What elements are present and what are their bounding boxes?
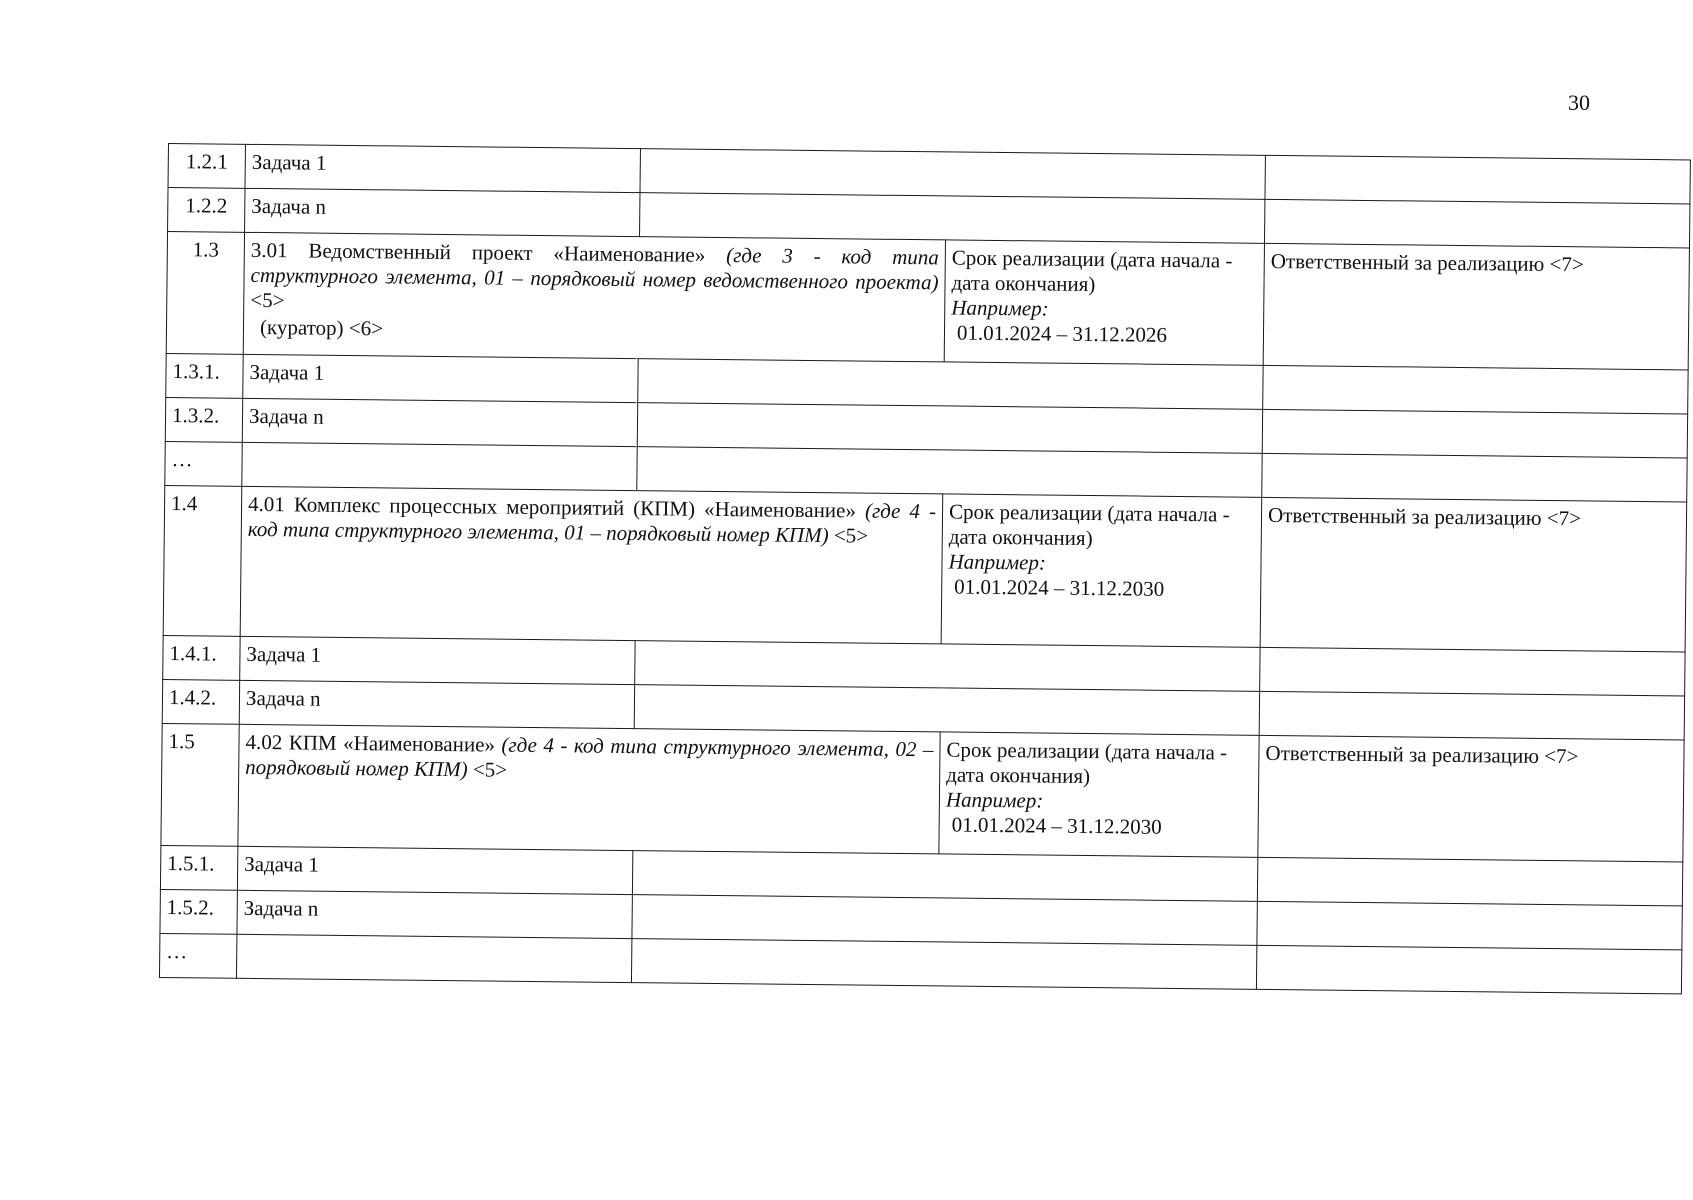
structure-elements-table [159,143,1691,994]
term-dates: 01.01.2024 – 31.12.2030 [954,574,1165,601]
section-title-note: (где 4 - код типа структурного элемента, 01 – порядковый номер КПМ) [247,498,937,548]
empty-cell [632,895,1257,946]
section-title-text: 4.01 Комплекс процессных мероприятий (КПМ) «Наименование» [247,491,857,523]
empty-cell [236,934,631,982]
empty-cell [1257,857,1682,906]
row-number: … [165,441,242,486]
task-name: Задача 1 [240,636,635,684]
empty-cell [632,851,1257,902]
row-number: 1.5.1. [160,845,237,890]
row-number: 1.5 [161,723,239,846]
curator-label: (куратор) <6> [259,315,384,341]
section-title [240,486,943,644]
section-row [161,723,1684,861]
empty-cell [640,149,1265,200]
term-cell [939,732,1259,857]
empty-cell [1262,453,1687,502]
row-number: 1.5.2. [160,889,237,934]
empty-cell [1263,365,1688,414]
row-number: … [159,933,236,978]
structure-table-sheet [159,143,1690,994]
term-example: Например: [945,787,1044,813]
section-title-note: (где 4 - код типа структурного элемента, 02 – порядковый номер КПМ) [245,732,934,782]
empty-cell [637,403,1262,454]
empty-cell [242,442,637,490]
footnote-ref: <5> [472,757,508,782]
section-title-text: 3.01 Ведомственный проект «Наименование» [250,237,706,267]
empty-cell [1259,691,1684,740]
term-dates: 01.01.2024 – 31.12.2026 [956,320,1168,347]
term-dates: 01.01.2024 – 31.12.2030 [951,812,1162,839]
row-number: 1.4.2. [162,679,239,724]
task-name: Задача n [237,890,632,938]
responsible-cell: Ответственный за реализацию <7> [1263,243,1689,370]
term-cell [944,240,1264,365]
term-label: Срок реализации (дата начала - дата окончания) [946,737,1228,789]
section-row [166,232,1689,370]
empty-cell [1262,409,1687,458]
section-title [243,232,945,362]
row-number: 1.3 [166,232,244,355]
responsible-cell: Ответственный за реализацию <7> [1260,497,1687,652]
task-name: Задача n [239,680,634,728]
row-number: 1.2.1 [168,144,245,189]
empty-cell [1257,901,1682,950]
empty-cell [638,359,1263,410]
task-name: Задача 1 [243,354,638,402]
row-number: 1.4.1. [163,635,240,680]
empty-cell [634,685,1259,736]
term-cell [941,494,1262,647]
empty-cell [1265,155,1690,204]
empty-cell [635,641,1260,692]
term-example: Например: [951,295,1049,321]
task-name: Задача 1 [245,144,640,192]
term-label: Срок реализации (дата начала - дата окончания) [948,499,1230,551]
row-number: 1.2.2 [168,188,245,233]
section-title-note: (где 3 - код типа структурного элемента, 01 – порядковый номер ведомственного проекта) [250,243,939,295]
section-row [163,485,1687,651]
task-name: Задача n [245,188,640,236]
empty-cell [631,939,1256,990]
row-number: 1.4 [163,485,242,636]
empty-cell [1256,945,1681,994]
empty-cell [1260,647,1685,696]
task-name: Задача 1 [237,846,632,894]
row-number: 1.3.1. [166,353,243,398]
section-title [238,724,940,854]
empty-cell [1264,199,1689,248]
section-title-text: 4.02 КПМ «Наименование» [245,729,496,757]
page-number: 30 [1568,90,1590,115]
footnote-ref: <5> [833,523,869,548]
responsible-cell: Ответственный за реализацию <7> [1258,735,1684,862]
empty-cell [637,447,1262,498]
row-number: 1.3.2. [165,397,242,442]
term-label: Срок реализации (дата начала - дата окончания) [951,245,1233,297]
task-name: Задача n [242,398,637,446]
empty-cell [640,193,1265,244]
footnote-ref: <5> [250,287,285,313]
term-example: Например: [948,549,1047,575]
